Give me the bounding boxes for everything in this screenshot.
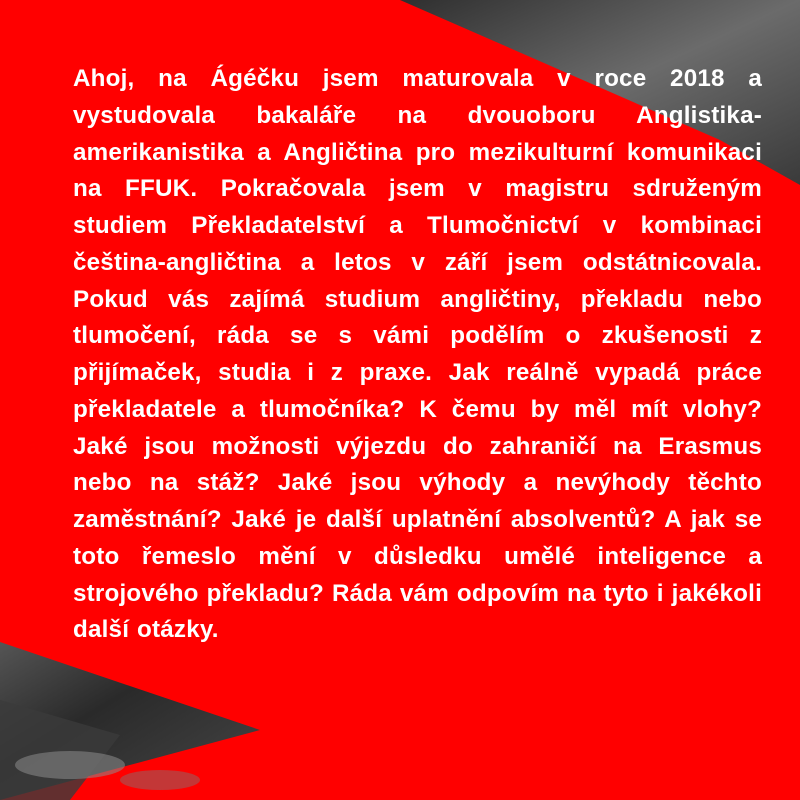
car-shape <box>15 751 125 779</box>
car-shape <box>120 770 200 790</box>
body-paragraph: Ahoj, na Ágéčku jsem maturovala v roce 2018 a vystudovala bakaláře na dvouoboru Anglistika-amerikanistika a Angličtina pro mezikulturní komunikaci na FFUK. Pokračovala jsem v magistru sdruženým studiem Překladatelství a Tlumočnictví v kombinaci čeština-angličtina a letos v září jsem odstátnicovala. Pokud vás zajímá studium angličtiny, překladu nebo tlumočení, ráda se s vámi podělím o zkušenosti z přijímaček, studia i z praxe. Jak reálně vypadá práce překladatele a tlumočníka? K čemu by měl mít vlohy? Jaké jsou možnosti výjezdu do zahraničí na Erasmus nebo na stáž? Jaké jsou výhody a nevýhody těchto zaměstnání? Jaké je další uplatnění absolventů? A jak se toto řemeslo mění v důsledku umělé inteligence a strojového překladu? Ráda vám odpovím na tyto i jakékoli další otázky. <box>73 65 762 644</box>
